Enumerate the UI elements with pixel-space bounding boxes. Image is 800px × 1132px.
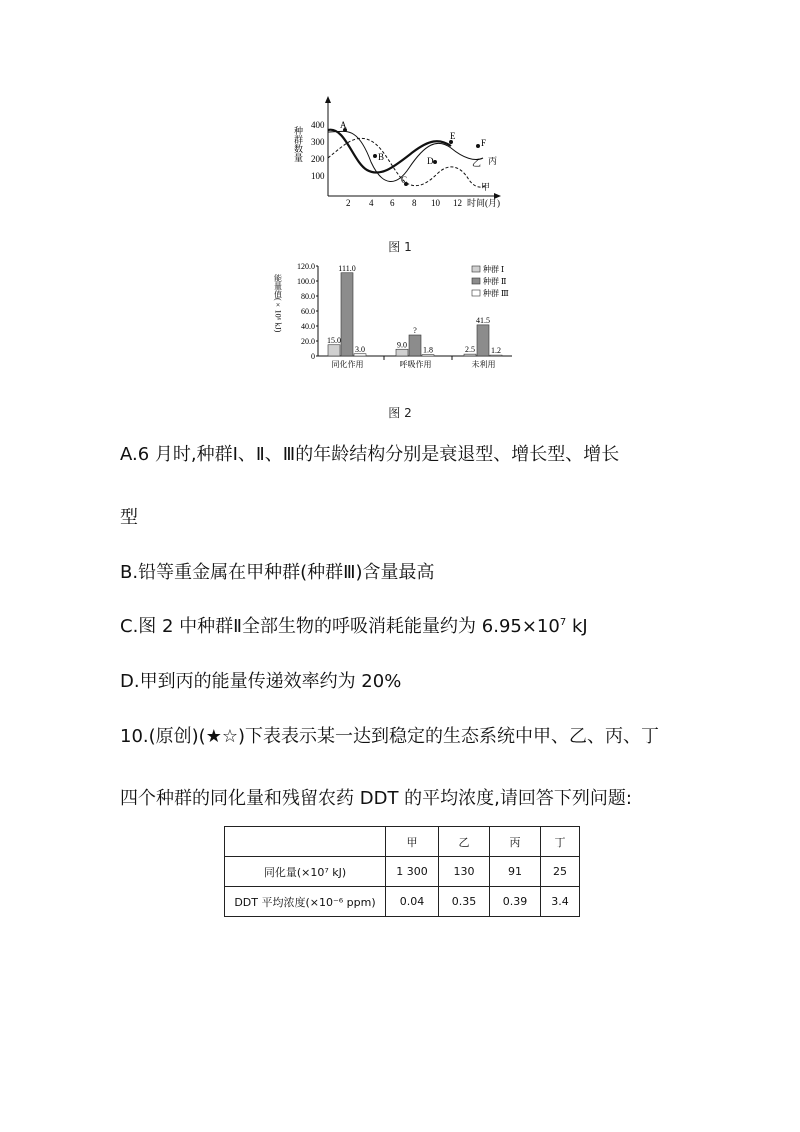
figure-1-svg [285,96,515,210]
point-b-label: B [378,152,385,162]
figure-2-svg [272,258,532,374]
fig1-ylabel: 种群数量 [293,126,303,162]
table-row [225,857,580,887]
fig1-y-arrow [325,96,331,103]
bar-value-label: 41.5 [476,315,490,325]
curve-label-jia: 甲 [481,182,491,192]
bar-value-label: ? [413,326,417,335]
bar-2-1 [477,325,489,356]
fig1-xtick-10: 10 [431,198,440,208]
option-c-exponent: 7 [559,617,567,628]
table-cell: 1 300 [386,857,439,887]
figure-2-caption: 图 2 [388,406,412,420]
point-e-label: E [450,131,456,141]
fig2-ylabel: 能量值(×10⁶ kJ) [273,274,283,333]
option-a-line-1: A.6 月时,种群Ⅰ、Ⅱ、Ⅲ的年龄结构分别是衰退型、增长型、增长 [120,444,620,465]
fig1-ytick-200: 200 [311,154,325,164]
table-row [225,887,580,917]
table-cell: 91 [490,857,541,887]
bar-value-label: 111.0 [338,263,356,273]
fig2-ytick-label: 80.0 [301,292,315,301]
fig2-category-label: 同化作用 [331,360,364,369]
table-cell: 130 [439,857,490,887]
figure-1-caption: 图 1 [388,240,412,254]
bar-value-label: 1.8 [423,345,433,355]
legend-label: 种群 Ⅲ [483,289,509,298]
curve-yi [328,130,451,173]
bar-2-2 [490,355,502,356]
table-header-cell: 甲 [386,827,439,857]
point-d-label: D [427,156,434,166]
table-header-cell: 丙 [490,827,541,857]
point-c-label: C [401,175,408,185]
legend-swatch [472,266,480,272]
table-header-cell [225,827,386,857]
curve-bing [328,131,483,181]
fig1-xtick-12: 12 [453,198,462,208]
fig2-category-label: 未利用 [471,360,496,369]
table-cell: 0.35 [439,887,490,917]
bar-0-1 [341,273,353,356]
option-a-line-2: 型 [120,507,138,528]
bar-0-0 [328,345,340,356]
figure-1 [285,96,515,210]
fig2-ytick-label: 100.0 [297,277,315,286]
option-b: B.铅等重金属在甲种群(种群Ⅲ)含量最高 [120,562,435,583]
bar-value-label: 15.0 [327,335,341,345]
fig2-ytick-label: 20.0 [301,337,315,346]
legend-swatch [472,290,480,296]
legend-label: 种群 Ⅰ [483,265,505,274]
fig1-ytick-300: 300 [311,137,325,147]
curve-label-yi: 乙 [472,158,482,168]
bar-value-label: 3.0 [355,344,365,354]
bar-value-label: 2.5 [465,345,475,355]
point-a-label: A [340,120,347,130]
figure-2 [272,258,532,374]
fig1-ytick-100: 100 [311,171,325,181]
fig2-ytick-label: 0 [311,352,315,361]
fig1-xtick-2: 2 [346,198,351,208]
legend-label: 种群 Ⅱ [483,277,507,286]
table-cell: 0.04 [386,887,439,917]
question-10-line-2: 四个种群的同化量和残留农药 DDT 的平均浓度,请回答下列问题: [120,788,632,809]
data-table [224,826,580,917]
fig2-ytick-label: 60.0 [301,307,315,316]
fig1-xtick-6: 6 [390,198,395,208]
bar-2-0 [464,354,476,356]
question-10-line-1: 10.(原创)(★☆)下表表示某一达到稳定的生态系统中甲、乙、丙、丁 [120,726,659,747]
legend-swatch [472,278,480,284]
point-f-label: F [481,138,487,148]
fig1-xtick-8: 8 [412,198,417,208]
fig2-ytick-label: 40.0 [301,322,315,331]
point-b-marker [373,154,377,158]
table-cell: 3.4 [541,887,580,917]
table-row-label: 同化量(×10⁷ kJ) [225,857,386,887]
table-cell: 25 [541,857,580,887]
option-c-text: C.图 2 中种群Ⅱ全部生物的呼吸消耗能量约为 6.95×10 [120,616,560,637]
option-c [120,612,588,638]
bar-value-label: 9.0 [397,340,407,350]
option-d: D.甲到丙的能量传递效率约为 20% [120,671,402,692]
point-d-marker [433,160,437,164]
bar-1-0 [396,349,408,356]
fig2-ytick-label: 120.0 [297,262,315,271]
bar-1-2 [422,355,434,356]
option-c-unit: kJ [566,616,588,637]
table-row-label: DDT 平均浓度(×10⁻⁶ ppm) [225,887,386,917]
table-cell: 0.39 [490,887,541,917]
bar-0-2 [354,354,366,356]
point-f-marker [476,144,480,148]
table-header-row [225,827,580,857]
fig1-xlabel: 时间(月) [467,198,500,208]
table-header-cell: 丁 [541,827,580,857]
bar-value-label: 1.2 [491,346,501,356]
fig1-ytick-400: 400 [311,120,325,130]
fig1-xtick-4: 4 [369,198,374,208]
bar-1-1 [409,335,421,356]
fig2-category-label: 呼吸作用 [399,360,432,369]
curve-label-bing: 丙 [488,156,498,166]
table-header-cell: 乙 [439,827,490,857]
